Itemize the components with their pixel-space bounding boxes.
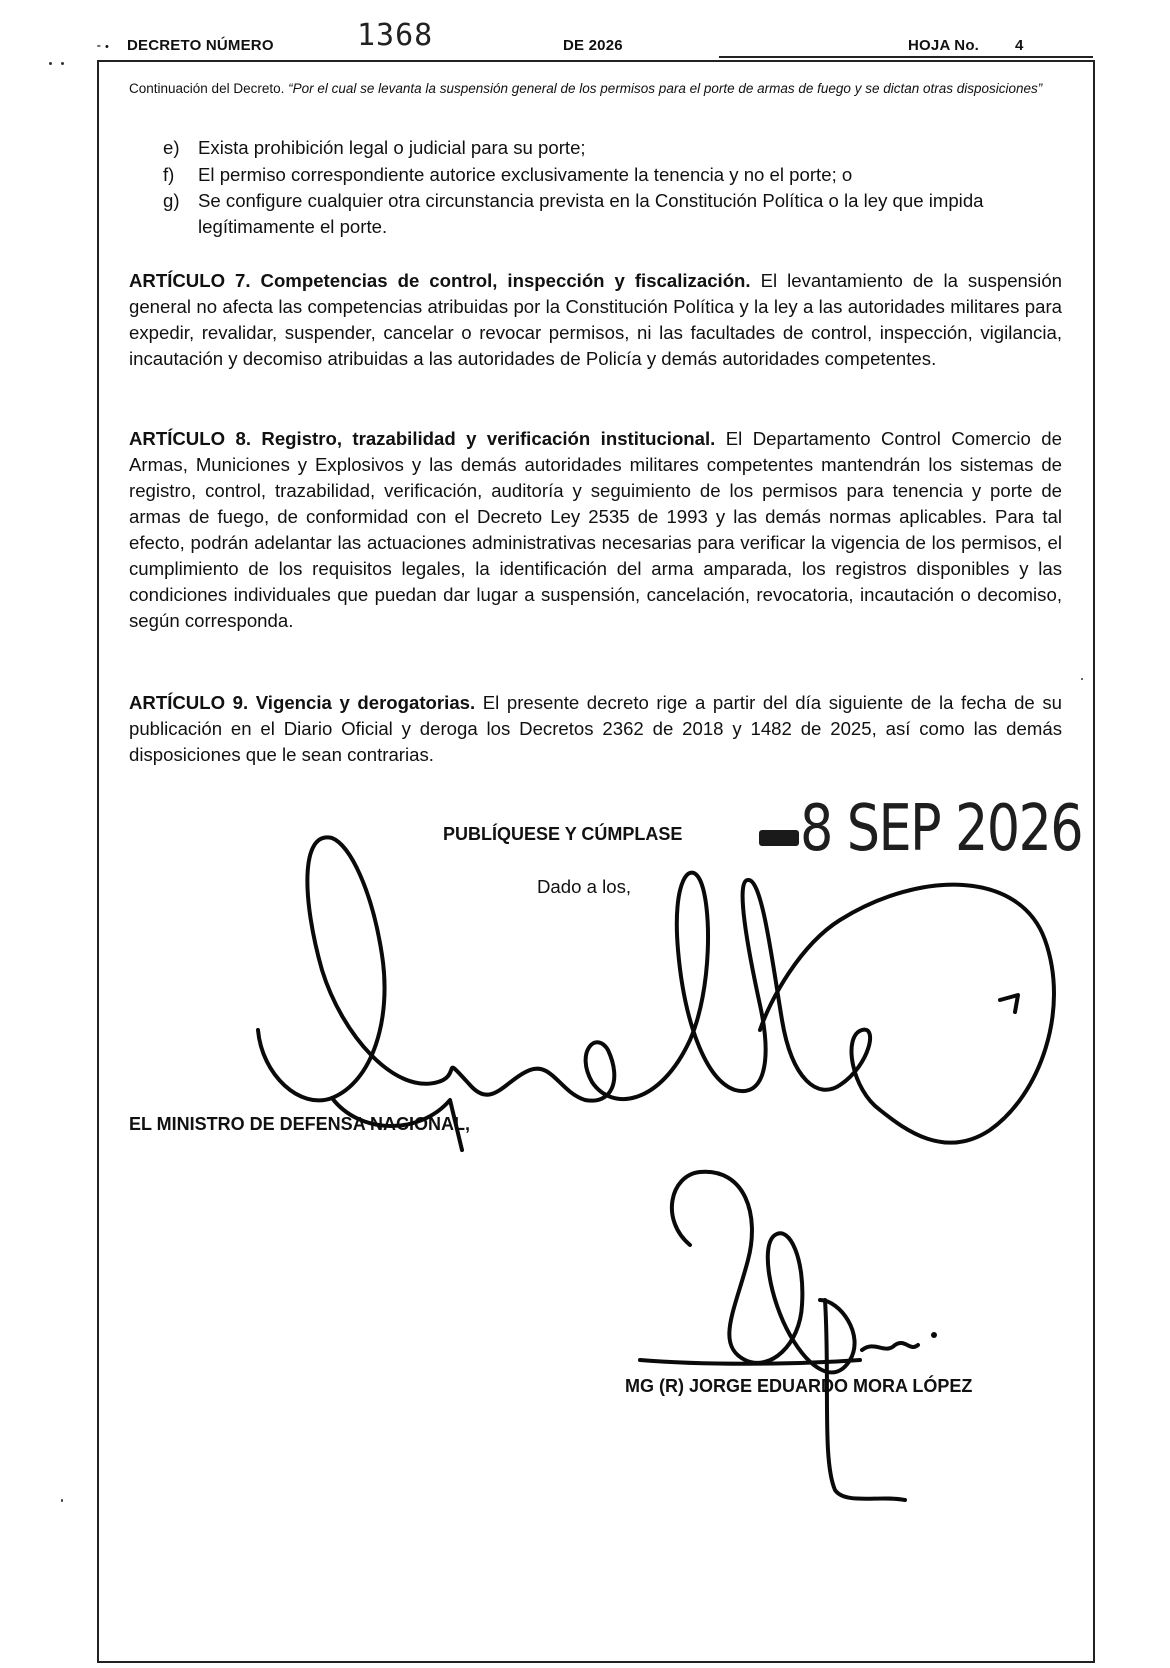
- item-text: El permiso correspondiente autorice exclusivamente la tenencia y no el porte; o: [198, 164, 853, 185]
- item-label: e): [163, 137, 180, 158]
- decree-year: DE 2026: [563, 37, 623, 54]
- signature-stroke: [825, 1300, 905, 1500]
- signature-stroke: [1000, 995, 1018, 1012]
- continuation-title: “Por el cual se levanta la suspensión general de los permisos para el porte de armas de fuego y se dictan otras disposiciones”: [288, 81, 1043, 96]
- signature-stroke: [862, 1343, 918, 1350]
- sheet-label: HOJA No.: [908, 37, 980, 54]
- minister-title: EL MINISTRO DE DEFENSA NACIONAL,: [129, 1114, 471, 1134]
- item-label: f): [163, 164, 175, 185]
- signature-stroke: [258, 837, 1054, 1142]
- signature-stroke: [332, 1098, 462, 1150]
- minister-name: MG (R) JORGE EDUARDO MORA LÓPEZ: [625, 1376, 973, 1396]
- article-body: El Departamento Control Comercio de Armas, Municiones y Explosivos y las demás autoridades militares competentes mantendrán los sistemas de registro, control, trazabilidad, verificación, auditoría y seguimiento de los permisos para tenencia y porte de armas de fuego, de conformidad con el Decreto Ley 2535 de 1993 y las demás normas aplicables. Para tal efecto, podrán adelantar las actuaciones administrativas necesarias para verificar la vigencia de los permisos, el cumplimiento de los requisitos legales, la identificación del arma amparada, los registros disponibles y las condiciones individuales que puedan dar lugar a suspensión, cancelación, revocatoria, incautación o decomiso, según corresponda.: [129, 428, 1062, 631]
- article-body: El levantamiento de la suspensión general no afecta las competencias atribuidas por la Constitución Política y la ley a las autoridades militares para expedir, revalidar, suspender, cancelar o revocar permisos, ni las facultades de control, inspección, vigilancia, incautación y decomiso atribuidas a las autoridades de Policía y demás autoridades competentes.: [129, 270, 1062, 369]
- item-label: g): [163, 190, 180, 211]
- item-text: Se configure cualquier otra circunstancia prevista en la Constitución Política o la ley que impida legítimamente el porte.: [198, 190, 984, 237]
- dado-line: Dado a los,: [537, 876, 632, 897]
- signature-dot: [931, 1332, 937, 1338]
- sheet-number: 4: [1015, 37, 1024, 54]
- decree-label: DECRETO NÚMERO: [127, 37, 274, 54]
- decree-number: 1368: [357, 18, 434, 53]
- date-stamp: 8 SEP 2026: [800, 792, 1083, 866]
- continuation-lead: Continuación del Decreto.: [129, 81, 285, 96]
- article-body: El presente decreto rige a partir del día siguiente de la fecha de su publicación en el Diario Oficial y deroga los Decretos 2362 de 2018 y 1482 de 2025, así como las demás disposiciones que le sean contrarias.: [129, 692, 1062, 765]
- article-heading: ARTÍCULO 7. Competencias de control, inspección y fiscalización.: [129, 270, 751, 291]
- article-heading: ARTÍCULO 9. Vigencia y derogatorias.: [129, 692, 476, 713]
- header-prefix-mark: ⁃ •: [96, 41, 110, 53]
- item-text: Exista prohibición legal o judicial para su porte;: [198, 137, 586, 158]
- publiquese-line: PUBLÍQUESE Y CÚMPLASE: [443, 824, 683, 844]
- article-heading: ARTÍCULO 8. Registro, trazabilidad y verificación institucional.: [129, 428, 716, 449]
